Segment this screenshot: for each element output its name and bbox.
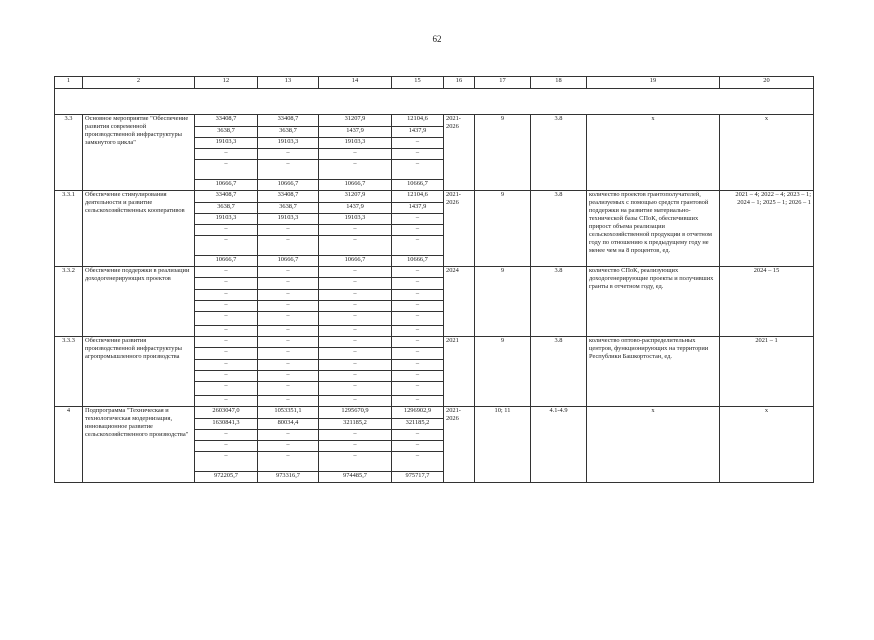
section-4-row — [55, 407, 814, 419]
finance-value: – — [319, 360, 392, 371]
column-number: 13 — [258, 77, 319, 89]
finance-value: 3638,7 — [258, 127, 319, 138]
finance-value: – — [319, 160, 392, 180]
indicator-number: 3.8 — [531, 267, 587, 337]
finance-value: – — [319, 149, 392, 160]
finance-value: – — [195, 301, 258, 312]
column-number: 20 — [720, 77, 814, 89]
finance-value: – — [392, 160, 444, 180]
period-years: 2021-2026 — [444, 407, 475, 483]
indicator-description: количество оптово-распределительных центров, функционирующих на территории Республики Башкортостан, ед. — [587, 337, 720, 407]
finance-value: 80034,4 — [258, 419, 319, 430]
period-years: 2021-2026 — [444, 191, 475, 267]
finance-value: – — [258, 396, 319, 407]
finance-value: – — [392, 149, 444, 160]
indicator-target: х — [720, 407, 814, 483]
finance-value: – — [258, 382, 319, 396]
indicator-description: количество проектов грантополучателей, реализуемых с помощью средств грантовой поддержки на развитие материально-технической базы СПоК, обеспечивших прирост объема реализации сельскохозяйственной продукции в отчетном году по отношению к предыдущему году не менее чем на 8 процентов, ед. — [587, 191, 720, 267]
finance-value: – — [319, 348, 392, 360]
finance-value: 12104,6 — [392, 115, 444, 127]
row-number: 4 — [55, 407, 83, 483]
finance-value: 19103,3 — [195, 138, 258, 149]
indicator-description: количество СПоК, реализующих доходогенерирующие проекты и получивших гранты в отчетном году, ед. — [587, 267, 720, 337]
column-number: 14 — [319, 77, 392, 89]
finance-value: 19103,3 — [319, 138, 392, 149]
finance-value: – — [258, 225, 319, 236]
finance-value: – — [392, 214, 444, 225]
indicator-number: 3.8 — [531, 337, 587, 407]
finance-value: – — [319, 236, 392, 256]
finance-value: – — [319, 337, 392, 348]
finance-value: 1296902,9 — [392, 407, 444, 419]
finance-value: – — [392, 138, 444, 149]
finance-value: – — [392, 348, 444, 360]
finance-value: – — [195, 326, 258, 337]
finance-value: 321185,2 — [319, 419, 392, 430]
column-number-row — [55, 77, 814, 89]
empty-cell — [55, 89, 814, 115]
finance-value: – — [319, 326, 392, 337]
section-3-3-row — [55, 115, 814, 127]
finance-value: 3638,7 — [195, 203, 258, 214]
finance-value: 1437,9 — [319, 127, 392, 138]
finance-value: – — [258, 360, 319, 371]
finance-value: – — [195, 267, 258, 278]
row-number: 3.3.1 — [55, 191, 83, 267]
finance-value: – — [319, 225, 392, 236]
finance-value: – — [258, 301, 319, 312]
finance-value: – — [195, 396, 258, 407]
page-number: 62 — [432, 34, 442, 44]
finance-value: – — [319, 301, 392, 312]
finance-value: – — [319, 382, 392, 396]
finance-value: 1437,9 — [319, 203, 392, 214]
column-number: 18 — [531, 77, 587, 89]
finance-value: 974485,7 — [319, 472, 392, 483]
row-number: 3.3.3 — [55, 337, 83, 407]
indicator-description: х — [587, 407, 720, 483]
finance-value: 10666,7 — [319, 256, 392, 267]
finance-value: – — [195, 225, 258, 236]
program-table-container — [54, 76, 813, 483]
task-number: 10; 11 — [475, 407, 531, 483]
finance-value: – — [258, 326, 319, 337]
finance-value: 3638,7 — [195, 127, 258, 138]
finance-value: – — [392, 278, 444, 290]
finance-value: – — [195, 337, 258, 348]
finance-value: 972205,7 — [195, 472, 258, 483]
finance-value: 2603047,0 — [195, 407, 258, 419]
finance-value: 33408,7 — [195, 115, 258, 127]
finance-value: 10666,7 — [258, 180, 319, 191]
finance-value: – — [258, 160, 319, 180]
finance-value: – — [319, 396, 392, 407]
finance-value: 19103,3 — [319, 214, 392, 225]
finance-value: – — [392, 236, 444, 256]
finance-value: – — [195, 290, 258, 301]
finance-value: 33408,7 — [258, 115, 319, 127]
finance-value: – — [258, 371, 319, 382]
finance-value: – — [195, 441, 258, 452]
finance-value: – — [392, 371, 444, 382]
finance-value: – — [258, 149, 319, 160]
finance-value: – — [258, 337, 319, 348]
finance-value: 10666,7 — [195, 256, 258, 267]
finance-value: – — [195, 236, 258, 256]
finance-value: – — [195, 149, 258, 160]
finance-value: – — [258, 267, 319, 278]
finance-value: 33408,7 — [195, 191, 258, 203]
column-number: 16 — [444, 77, 475, 89]
period-years: 2021-2026 — [444, 115, 475, 191]
column-number: 19 — [587, 77, 720, 89]
finance-value: 19103,3 — [258, 138, 319, 149]
finance-value: 3638,7 — [258, 203, 319, 214]
finance-value: – — [195, 278, 258, 290]
finance-value: – — [392, 312, 444, 326]
finance-value: 31207,9 — [319, 115, 392, 127]
period-years: 2024 — [444, 267, 475, 337]
finance-value: – — [319, 452, 392, 472]
measure-name: Обеспечение развития производственной инфраструктуры агропромышленного производства — [83, 337, 195, 407]
measure-name: Подпрограмма "Техническая и технологическая модернизация, инновационное развитие сельскохозяйственного производства" — [83, 407, 195, 483]
column-number: 17 — [475, 77, 531, 89]
finance-value: – — [319, 290, 392, 301]
finance-value: – — [392, 290, 444, 301]
finance-value: – — [392, 441, 444, 452]
finance-value: 33408,7 — [258, 191, 319, 203]
section-3-3-1-row — [55, 191, 814, 203]
finance-value: 19103,3 — [195, 214, 258, 225]
finance-value: – — [392, 360, 444, 371]
finance-value: – — [195, 452, 258, 472]
program-table — [54, 76, 814, 483]
measure-name: Обеспечение поддержки в реализации доходогенерирующих проектов — [83, 267, 195, 337]
indicator-target: 2024 – 15 — [720, 267, 814, 337]
finance-value: – — [258, 236, 319, 256]
column-number: 1 — [55, 77, 83, 89]
finance-value: – — [319, 278, 392, 290]
finance-value: – — [195, 430, 258, 441]
finance-value: – — [319, 441, 392, 452]
measure-name: Обеспечение стимулирования деятельности и развитие сельскохозяйственных кооперативов — [83, 191, 195, 267]
indicator-target: 2021 – 4; 2022 – 4; 2023 – 1; 2024 – 1; 2025 – 1; 2026 – 1 — [720, 191, 814, 267]
indicator-number: 3.8 — [531, 115, 587, 191]
empty-row — [55, 89, 814, 115]
finance-value: – — [392, 430, 444, 441]
column-number: 12 — [195, 77, 258, 89]
column-number: 15 — [392, 77, 444, 89]
finance-value: 1437,9 — [392, 127, 444, 138]
column-number: 2 — [83, 77, 195, 89]
finance-value: – — [392, 396, 444, 407]
task-number: 9 — [475, 267, 531, 337]
measure-name: Основное мероприятие "Обеспечение развития современной производственной инфраструктуры замкнутого цикла" — [83, 115, 195, 191]
finance-value: – — [392, 225, 444, 236]
indicator-description: х — [587, 115, 720, 191]
indicator-number: 3.8 — [531, 191, 587, 267]
finance-value: – — [319, 371, 392, 382]
finance-value: 10666,7 — [195, 180, 258, 191]
finance-value: 321185,2 — [392, 419, 444, 430]
finance-value: – — [258, 430, 319, 441]
finance-value: 10666,7 — [392, 256, 444, 267]
task-number: 9 — [475, 191, 531, 267]
finance-value: – — [392, 267, 444, 278]
table-body — [55, 77, 814, 483]
period-years: 2021 — [444, 337, 475, 407]
finance-value: 10666,7 — [319, 180, 392, 191]
finance-value: – — [392, 326, 444, 337]
finance-value: – — [195, 312, 258, 326]
finance-value: – — [195, 382, 258, 396]
finance-value: 1053351,1 — [258, 407, 319, 419]
finance-value: 975717,7 — [392, 472, 444, 483]
finance-value: – — [258, 278, 319, 290]
finance-value: 31207,9 — [319, 191, 392, 203]
finance-value: – — [392, 337, 444, 348]
section-3-3-2-row — [55, 267, 814, 278]
task-number: 9 — [475, 115, 531, 191]
finance-value: – — [258, 348, 319, 360]
finance-value: – — [319, 312, 392, 326]
finance-value: – — [258, 452, 319, 472]
finance-value: – — [319, 267, 392, 278]
finance-value: 10666,7 — [258, 256, 319, 267]
finance-value: – — [392, 382, 444, 396]
task-number: 9 — [475, 337, 531, 407]
row-number: 3.3 — [55, 115, 83, 191]
finance-value: – — [195, 348, 258, 360]
finance-value: 1630841,3 — [195, 419, 258, 430]
finance-value: – — [258, 290, 319, 301]
finance-value: – — [195, 371, 258, 382]
finance-value: 12104,6 — [392, 191, 444, 203]
finance-value: 1295670,9 — [319, 407, 392, 419]
indicator-target: 2021 – 1 — [720, 337, 814, 407]
finance-value: – — [195, 160, 258, 180]
indicator-target: х — [720, 115, 814, 191]
finance-value: 10666,7 — [392, 180, 444, 191]
finance-value: 19103,3 — [258, 214, 319, 225]
finance-value: 973316,7 — [258, 472, 319, 483]
finance-value: – — [392, 452, 444, 472]
finance-value: – — [319, 430, 392, 441]
row-number: 3.3.2 — [55, 267, 83, 337]
indicator-number: 4.1-4.9 — [531, 407, 587, 483]
finance-value: – — [258, 441, 319, 452]
section-3-3-3-row — [55, 337, 814, 348]
finance-value: – — [392, 301, 444, 312]
finance-value: – — [195, 360, 258, 371]
finance-value: – — [258, 312, 319, 326]
finance-value: 1437,9 — [392, 203, 444, 214]
